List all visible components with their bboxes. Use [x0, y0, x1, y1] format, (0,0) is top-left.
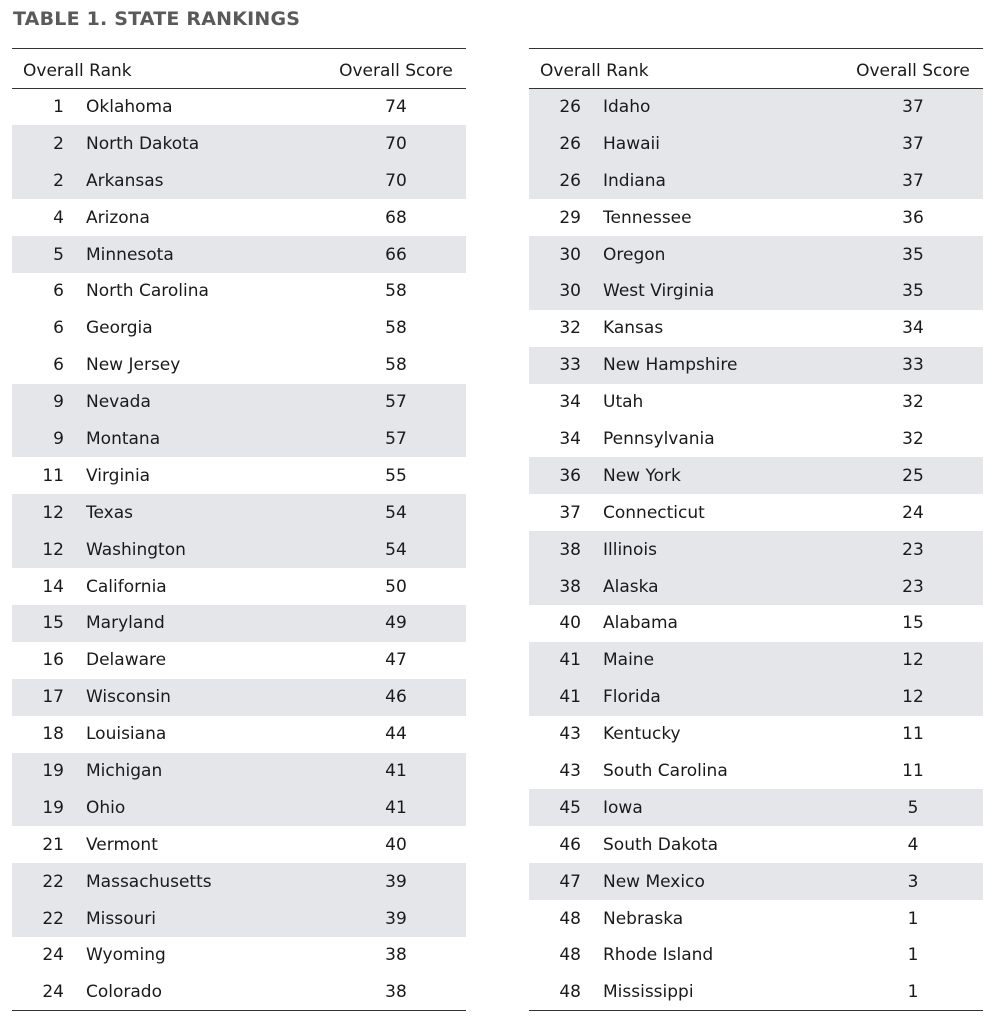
rank-cell: 26 [559, 170, 581, 191]
rank-cell: 45 [559, 797, 581, 818]
state-name-cell: Wisconsin [86, 687, 171, 708]
table-row [12, 642, 466, 679]
score-cell: 49 [385, 613, 407, 634]
rank-cell: 48 [559, 945, 581, 966]
state-name-cell: Virginia [86, 465, 151, 486]
table-row [12, 310, 466, 347]
score-cell: 11 [902, 760, 924, 781]
table-row [529, 531, 983, 568]
table-row [529, 900, 983, 937]
score-cell: 41 [385, 797, 407, 818]
rank-cell: 5 [53, 244, 64, 265]
rank-cell: 12 [42, 502, 64, 523]
state-name-cell: Iowa [603, 797, 643, 818]
state-name-cell: Maryland [86, 613, 165, 634]
state-name-cell: Colorado [86, 982, 162, 1003]
rank-cell: 43 [559, 724, 581, 745]
score-cell: 58 [385, 281, 407, 302]
state-name-cell: Mississippi [603, 982, 694, 1003]
state-name-cell: Kansas [603, 318, 664, 339]
table-row [529, 679, 983, 716]
rank-cell: 26 [559, 133, 581, 154]
rank-cell: 46 [559, 834, 581, 855]
rank-cell: 26 [559, 97, 581, 118]
table-row [529, 826, 983, 863]
state-name-cell: Idaho [603, 97, 651, 118]
score-cell: 32 [902, 392, 924, 413]
table-header-row [529, 49, 983, 89]
score-cell: 33 [902, 355, 924, 376]
state-name-cell: Nebraska [603, 908, 684, 929]
table-row [12, 162, 466, 199]
table-row [12, 199, 466, 236]
state-name-cell: Maine [603, 650, 655, 671]
rank-cell: 9 [53, 392, 64, 413]
score-cell: 38 [385, 982, 407, 1003]
rank-cell: 19 [42, 760, 64, 781]
rank-cell: 24 [42, 982, 64, 1003]
rank-cell: 24 [42, 945, 64, 966]
state-name-cell: California [86, 576, 167, 597]
rankings-body-right [529, 89, 983, 1011]
score-cell: 40 [385, 834, 407, 855]
rank-cell: 30 [559, 281, 581, 302]
table-row [12, 273, 466, 310]
rank-cell: 12 [42, 539, 64, 560]
rank-cell: 11 [42, 465, 64, 486]
state-name-cell: South Dakota [603, 834, 719, 855]
score-cell: 35 [902, 244, 924, 265]
table-row [12, 494, 466, 531]
table-row [529, 753, 983, 790]
score-cell: 12 [902, 687, 924, 708]
score-cell: 4 [907, 834, 919, 855]
score-cell: 25 [902, 465, 924, 486]
table-row [529, 494, 983, 531]
table-row [12, 679, 466, 716]
state-name-cell: Delaware [86, 650, 167, 671]
table-row [12, 125, 466, 162]
table-row [529, 974, 983, 1011]
table-row [12, 974, 466, 1011]
score-cell: 58 [385, 318, 407, 339]
table-row [12, 347, 466, 384]
state-name-cell: Montana [86, 428, 161, 449]
score-cell: 70 [385, 170, 407, 191]
table-row [12, 716, 466, 753]
table-row [12, 900, 466, 937]
state-name-cell: Illinois [603, 539, 657, 560]
state-name-cell: Ohio [86, 797, 126, 818]
score-cell: 15 [902, 613, 924, 634]
rank-cell: 15 [42, 613, 64, 634]
state-name-cell: Minnesota [86, 244, 174, 265]
table-row [529, 568, 983, 605]
score-cell: 58 [385, 355, 407, 376]
score-cell: 37 [902, 133, 924, 154]
rank-cell: 38 [559, 539, 581, 560]
score-cell: 23 [902, 576, 924, 597]
table-row [529, 605, 983, 642]
state-name-cell: West Virginia [603, 281, 715, 302]
state-name-cell: New Mexico [603, 871, 705, 892]
header-overall-rank: Overall Rank [12, 49, 326, 89]
table-row [12, 89, 466, 126]
state-name-cell: North Carolina [86, 281, 209, 302]
score-cell: 1 [907, 945, 919, 966]
table-row [12, 384, 466, 421]
table-row [12, 236, 466, 273]
rank-cell: 17 [42, 687, 64, 708]
rank-cell: 4 [53, 207, 64, 228]
state-name-cell: Tennessee [603, 207, 692, 228]
score-cell: 74 [385, 97, 407, 118]
header-overall-score: Overall Score [326, 49, 466, 89]
state-name-cell: South Carolina [603, 760, 728, 781]
state-name-cell: Arizona [86, 207, 150, 228]
score-cell: 41 [385, 760, 407, 781]
state-name-cell: New Hampshire [603, 355, 738, 376]
score-cell: 1 [907, 908, 919, 929]
state-name-cell: Texas [86, 502, 133, 523]
score-cell: 24 [902, 502, 924, 523]
state-name-cell: Rhode Island [603, 945, 714, 966]
score-cell: 57 [385, 428, 407, 449]
table-row [529, 863, 983, 900]
score-cell: 68 [385, 207, 407, 228]
rank-cell: 22 [42, 908, 64, 929]
table-row [529, 384, 983, 421]
table-row [529, 716, 983, 753]
rankings-body-left [12, 89, 466, 1011]
state-name-cell: Hawaii [603, 133, 660, 154]
table-row [12, 531, 466, 568]
score-cell: 54 [385, 502, 407, 523]
rank-cell: 33 [559, 355, 581, 376]
rank-cell: 16 [42, 650, 64, 671]
state-name-cell: New Jersey [86, 355, 181, 376]
state-name-cell: Connecticut [603, 502, 705, 523]
rankings-table-left [12, 48, 466, 1011]
rankings-table-right [529, 48, 983, 1011]
score-cell: 5 [907, 797, 919, 818]
table-row [529, 125, 983, 162]
header-overall-score: Overall Score [843, 49, 983, 89]
rank-cell: 1 [53, 97, 64, 118]
state-name-cell: Pennsylvania [603, 428, 715, 449]
table-row [12, 605, 466, 642]
rank-cell: 6 [53, 318, 64, 339]
score-cell: 32 [902, 428, 924, 449]
state-name-cell: Arkansas [86, 170, 164, 191]
rank-cell: 47 [559, 871, 581, 892]
state-name-cell: Louisiana [86, 724, 167, 745]
score-cell: 47 [385, 650, 407, 671]
table-row [529, 642, 983, 679]
table-row [12, 421, 466, 458]
state-name-cell: Georgia [86, 318, 153, 339]
table-row [12, 568, 466, 605]
rank-cell: 41 [559, 687, 581, 708]
score-cell: 35 [902, 281, 924, 302]
rank-cell: 30 [559, 244, 581, 265]
score-cell: 70 [385, 133, 407, 154]
score-cell: 39 [385, 871, 407, 892]
score-cell: 38 [385, 945, 407, 966]
table-row [529, 162, 983, 199]
table-row [529, 347, 983, 384]
score-cell: 37 [902, 97, 924, 118]
state-name-cell: Massachusetts [86, 871, 212, 892]
state-name-cell: Alabama [603, 613, 678, 634]
score-cell: 57 [385, 392, 407, 413]
table-header-row [12, 49, 466, 89]
score-cell: 36 [902, 207, 924, 228]
rank-cell: 38 [559, 576, 581, 597]
table-row [529, 273, 983, 310]
state-name-cell: New York [603, 465, 681, 486]
rank-cell: 2 [53, 133, 64, 154]
rank-cell: 43 [559, 760, 581, 781]
table-row [12, 789, 466, 826]
score-cell: 12 [902, 650, 924, 671]
score-cell: 39 [385, 908, 407, 929]
rank-cell: 40 [559, 613, 581, 634]
table-row [12, 457, 466, 494]
rank-cell: 32 [559, 318, 581, 339]
state-name-cell: Michigan [86, 760, 163, 781]
rank-cell: 21 [42, 834, 64, 855]
rank-cell: 34 [559, 392, 581, 413]
state-name-cell: Alaska [603, 576, 659, 597]
rank-cell: 29 [559, 207, 581, 228]
state-name-cell: Oregon [603, 244, 666, 265]
table-row [529, 457, 983, 494]
rank-cell: 41 [559, 650, 581, 671]
score-cell: 34 [902, 318, 924, 339]
score-cell: 44 [385, 724, 407, 745]
table-row [12, 937, 466, 974]
table-row [529, 310, 983, 347]
table-row [12, 863, 466, 900]
state-name-cell: Florida [603, 687, 661, 708]
rank-cell: 37 [559, 502, 581, 523]
table-row [12, 753, 466, 790]
state-name-cell: Missouri [86, 908, 156, 929]
score-cell: 23 [902, 539, 924, 560]
rank-cell: 6 [53, 355, 64, 376]
state-name-cell: Nevada [86, 392, 151, 413]
score-cell: 54 [385, 539, 407, 560]
rank-cell: 2 [53, 170, 64, 191]
rank-cell: 48 [559, 908, 581, 929]
score-cell: 3 [907, 871, 919, 892]
rank-cell: 18 [42, 724, 64, 745]
header-overall-rank: Overall Rank [529, 49, 843, 89]
score-cell: 11 [902, 724, 924, 745]
score-cell: 37 [902, 170, 924, 191]
table-row [529, 236, 983, 273]
rank-cell: 9 [53, 428, 64, 449]
score-cell: 1 [907, 982, 919, 1003]
score-cell: 55 [385, 465, 407, 486]
rank-cell: 34 [559, 428, 581, 449]
score-cell: 46 [385, 687, 407, 708]
table-row [12, 826, 466, 863]
table-row [529, 199, 983, 236]
rank-cell: 48 [559, 982, 581, 1003]
table-row [529, 421, 983, 458]
rank-cell: 14 [42, 576, 64, 597]
state-name-cell: Vermont [86, 834, 158, 855]
rank-cell: 36 [559, 465, 581, 486]
page-title: TABLE 1. STATE RANKINGS [13, 8, 301, 30]
rank-cell: 6 [53, 281, 64, 302]
state-name-cell: Washington [86, 539, 186, 560]
state-name-cell: Wyoming [86, 945, 166, 966]
score-cell: 50 [385, 576, 407, 597]
state-name-cell: Utah [603, 392, 644, 413]
rank-cell: 22 [42, 871, 64, 892]
state-name-cell: North Dakota [86, 133, 200, 154]
state-name-cell: Kentucky [603, 724, 681, 745]
state-name-cell: Oklahoma [86, 97, 173, 118]
table-row [529, 937, 983, 974]
state-name-cell: Indiana [603, 170, 666, 191]
table-row [529, 89, 983, 126]
score-cell: 66 [385, 244, 407, 265]
rank-cell: 19 [42, 797, 64, 818]
table-row [529, 789, 983, 826]
